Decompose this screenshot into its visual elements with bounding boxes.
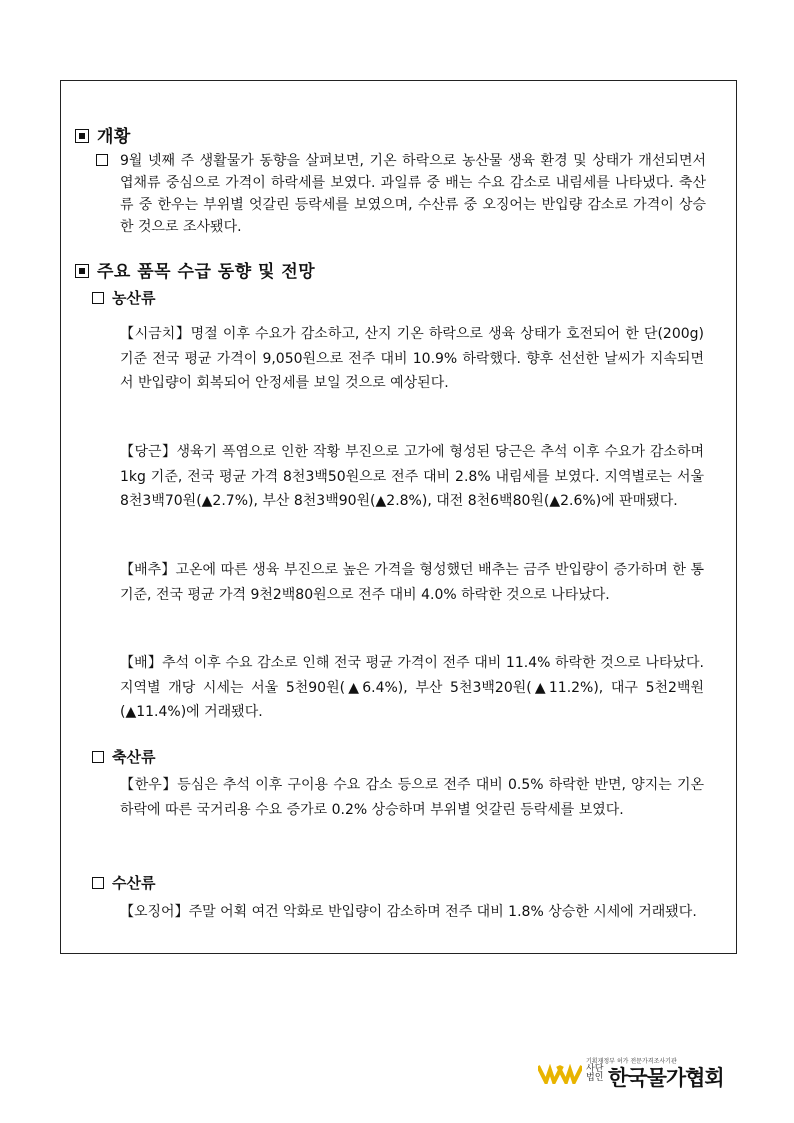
overview-title-text: 개황	[97, 127, 131, 147]
logo-corp: 사단법인	[586, 1064, 604, 1083]
logo-wave-icon	[538, 1064, 582, 1084]
logo-tagline: 기획재정부 허가 전문가격조사기관	[586, 1058, 677, 1065]
section-marker-icon	[75, 129, 89, 143]
checkbox-bullet-icon	[92, 751, 104, 763]
section-marker-icon	[75, 264, 89, 278]
section-overview-title	[75, 122, 131, 147]
item-hanwoo: 【한우】등심은 추석 이후 구이용 수요 감소 등으로 전주 대비 0.5% 하락한 반면, 양지는 기온 하락에 따른 국거리용 수요 증가로 0.2% 상승하며 부위별 엇갈린 등락세를 보였다.	[120, 777, 704, 818]
item-carrot: 【당근】생육기 폭염으로 인한 작황 부진으로 고가에 형성된 당근은 추석 이후 수요가 감소하며 1kg 기준, 전국 평균 가격 8천3백50원으로 전주 대비 2.8% 내림세를 보였다. 지역별로는 서울 8천3백70원(▲2.7%), 부산 8천3백90원(▲2.8%), 대전 8천6백80원(▲2.6%)에 판매됐다.	[120, 444, 704, 509]
item-cabbage: 【배추】고온에 따른 생육 부진으로 높은 가격을 형성했던 배추는 금주 반입량이 증가하며 한 통 기준, 전국 평균 가격 9천2백80원으로 전주 대비 4.0% 하락한 것으로 나타났다.	[120, 562, 704, 603]
category-livestock	[92, 746, 155, 767]
item-spinach: 【시금치】명절 이후 수요가 감소하고, 산지 기온 하락으로 생육 상태가 호전되어 한 단(200g) 기준 전국 평균 가격이 9,050원으로 전주 대비 10.9% 하락했다. 향후 선선한 날씨가 지속되면서 반입량이 회복되어 안정세를 보일 것으로 예상된다.	[120, 326, 704, 391]
category-fishery-label: 수산류	[112, 874, 156, 892]
logo-name: 한국물가협회	[608, 1066, 724, 1090]
category-livestock-label: 축산류	[112, 748, 156, 766]
checkbox-bullet-icon	[92, 292, 104, 304]
section-main-title	[75, 257, 315, 282]
main-title-text: 주요 품목 수급 동향 및 전망	[97, 262, 316, 282]
overview-paragraph	[96, 150, 706, 238]
item-squid: 【오징어】주말 어획 여건 악화로 반입량이 감소하며 전주 대비 1.8% 상승한 시세에 거래됐다.	[120, 904, 697, 920]
category-agri-label: 농산류	[112, 289, 156, 307]
checkbox-bullet-icon	[96, 154, 108, 166]
overview-text: 9월 넷째 주 생활물가 동향을 살펴보면, 기온 하락으로 농산물 생육 환경 및 상태가 개선되면서 엽채류 중심으로 가격이 하락세를 보였다. 과일류 중 배는 수요 감소로 내림세를 나타냈다. 축산류 중 한우는 부위별 엇갈린 등락세를 보였으며, 수산류 중 오징어는 반입량 감소로 가격이 상승한 것으로 조사됐다.	[120, 153, 706, 235]
category-fishery	[92, 872, 155, 893]
category-agri	[92, 287, 155, 308]
checkbox-bullet-icon	[92, 877, 104, 889]
kpa-logo	[538, 1056, 738, 1088]
item-pear: 【배】추석 이후 수요 감소로 인해 전국 평균 가격이 전주 대비 11.4% 하락한 것으로 나타났다. 지역별 개당 시세는 서울 5천90원(▲6.4%), 부산 5천3백20원(▲11.2%), 대구 5천2백원(▲11.4%)에 거래됐다.	[120, 655, 704, 720]
